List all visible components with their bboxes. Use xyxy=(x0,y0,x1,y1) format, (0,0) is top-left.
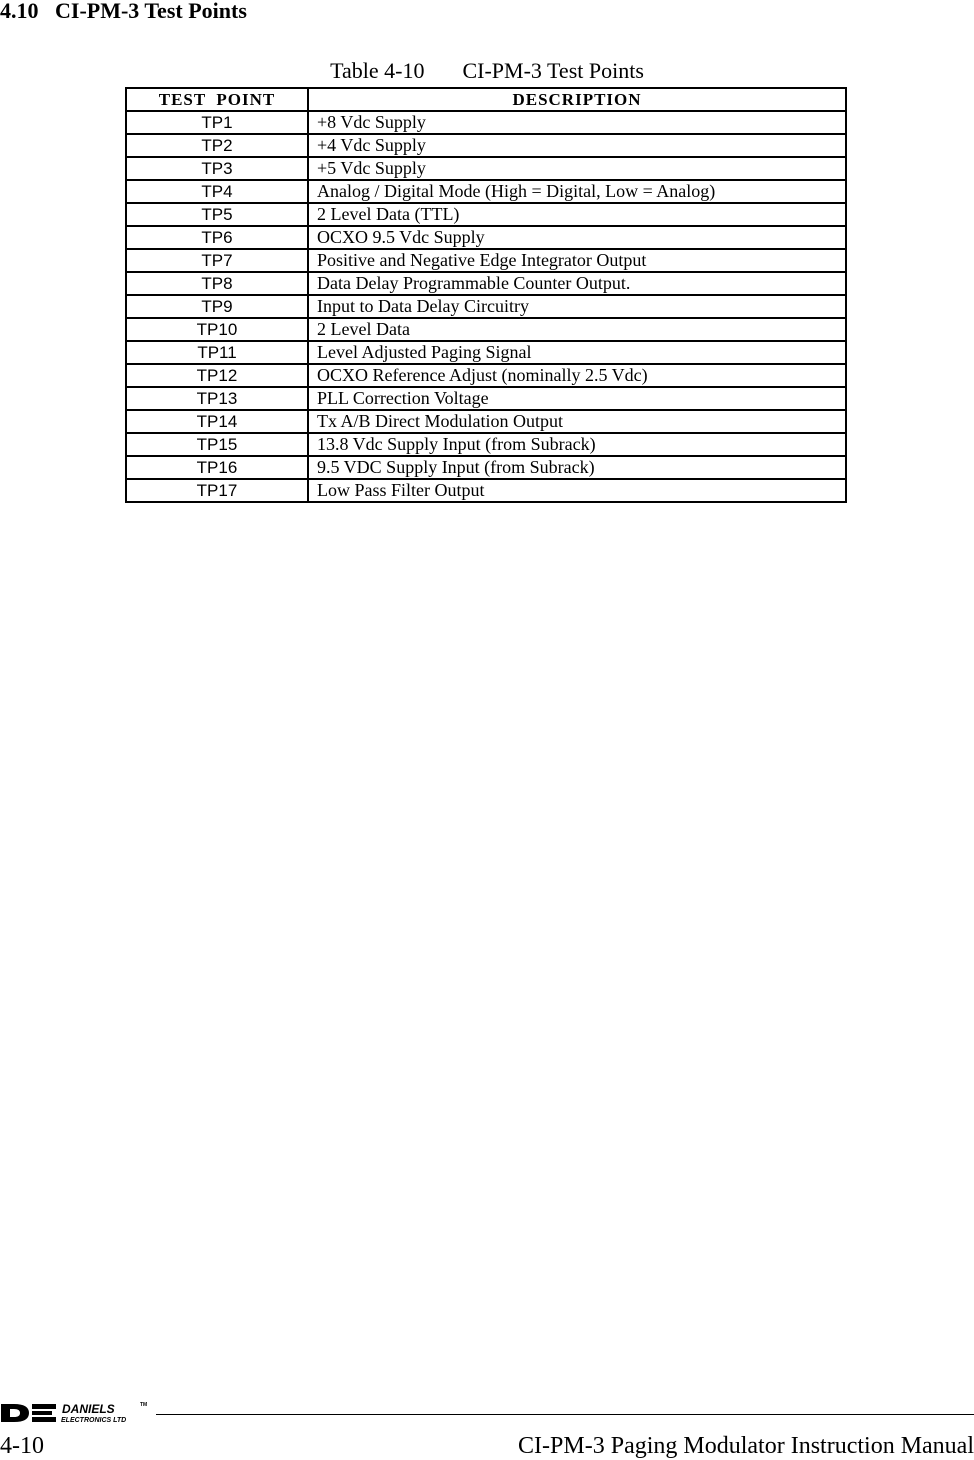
table-row xyxy=(126,180,846,203)
table-row xyxy=(126,479,846,502)
description-cell: 2 Level Data (TTL) xyxy=(308,203,846,226)
table-row xyxy=(126,456,846,479)
test-point-cell: TP5 xyxy=(126,203,308,226)
logo-subtitle: ELECTRONICS LTD xyxy=(61,1417,127,1424)
table-row xyxy=(126,203,846,226)
test-point-cell: TP11 xyxy=(126,341,308,364)
description-cell: PLL Correction Voltage xyxy=(308,387,846,410)
test-point-cell: TP9 xyxy=(126,295,308,318)
description-cell: OCXO 9.5 Vdc Supply xyxy=(308,226,846,249)
section-title: CI-PM-3 Test Points xyxy=(55,0,247,23)
header-description: DESCRIPTION xyxy=(308,88,846,111)
table-row xyxy=(126,272,846,295)
description-cell: 9.5 VDC Supply Input (from Subrack) xyxy=(308,456,846,479)
description-cell: +4 Vdc Supply xyxy=(308,134,846,157)
table-row xyxy=(126,341,846,364)
test-point-cell: TP7 xyxy=(126,249,308,272)
table-row xyxy=(126,364,846,387)
de-monogram-icon xyxy=(1,1404,56,1422)
test-point-cell: TP4 xyxy=(126,180,308,203)
footer-rule xyxy=(156,1414,974,1415)
table-row xyxy=(126,433,846,456)
description-cell: 13.8 Vdc Supply Input (from Subrack) xyxy=(308,433,846,456)
description-cell: Level Adjusted Paging Signal xyxy=(308,341,846,364)
test-point-cell: TP6 xyxy=(126,226,308,249)
description-cell: Positive and Negative Edge Integrator Output xyxy=(308,249,846,272)
test-points-table xyxy=(125,87,847,503)
table-row xyxy=(126,134,846,157)
logo-trademark: TM xyxy=(140,1402,148,1408)
test-point-cell: TP3 xyxy=(126,157,308,180)
test-point-cell: TP13 xyxy=(126,387,308,410)
description-cell: 2 Level Data xyxy=(308,318,846,341)
table-row xyxy=(126,387,846,410)
test-point-cell: TP12 xyxy=(126,364,308,387)
table-row xyxy=(126,318,846,341)
manual-title: CI-PM-3 Paging Modulator Instruction Manual xyxy=(518,1433,974,1459)
table-row xyxy=(126,157,846,180)
table-caption-title: CI-PM-3 Test Points xyxy=(462,58,644,83)
description-cell: Analog / Digital Mode (High = Digital, Low = Analog) xyxy=(308,180,846,203)
table-body xyxy=(126,111,846,502)
test-point-cell: TP16 xyxy=(126,456,308,479)
table-row xyxy=(126,226,846,249)
section-number: 4.10 xyxy=(0,0,39,23)
test-point-cell: TP2 xyxy=(126,134,308,157)
description-cell: Input to Data Delay Circuitry xyxy=(308,295,846,318)
test-point-cell: TP14 xyxy=(126,410,308,433)
table-caption-label: Table 4-10 xyxy=(330,58,425,83)
description-cell: OCXO Reference Adjust (nominally 2.5 Vdc) xyxy=(308,364,846,387)
description-cell: +8 Vdc Supply xyxy=(308,111,846,134)
test-point-cell: TP17 xyxy=(126,479,308,502)
table-caption xyxy=(0,59,974,83)
description-cell: Data Delay Programmable Counter Output. xyxy=(308,272,846,295)
description-cell: Low Pass Filter Output xyxy=(308,479,846,502)
table-row xyxy=(126,111,846,134)
table-row xyxy=(126,249,846,272)
table-row xyxy=(126,410,846,433)
table-row xyxy=(126,295,846,318)
description-cell: +5 Vdc Supply xyxy=(308,157,846,180)
test-point-cell: TP1 xyxy=(126,111,308,134)
logo-name: DANIELS xyxy=(62,1402,115,1416)
test-point-cell: TP10 xyxy=(126,318,308,341)
page-number: 4-10 xyxy=(0,1433,44,1459)
description-cell: Tx A/B Direct Modulation Output xyxy=(308,410,846,433)
daniels-logo xyxy=(0,1400,160,1426)
test-point-cell: TP15 xyxy=(126,433,308,456)
test-point-cell: TP8 xyxy=(126,272,308,295)
section-heading xyxy=(0,0,247,22)
table-header-row xyxy=(126,88,846,111)
header-test-point: TEST POINT xyxy=(126,88,308,111)
